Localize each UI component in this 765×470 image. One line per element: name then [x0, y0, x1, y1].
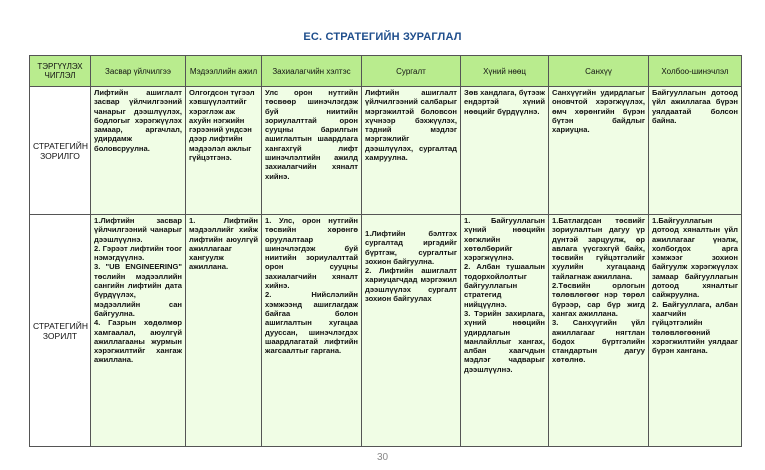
cell-text: Олгогдсон түгээл хэвшүүлэлтийг хэрэглэж аж ахуйн нэгжийн гэрээний ундсэн дээр лифтийн мэдээлэл ажлыг гүйцэтгэнэ.: [189, 88, 255, 163]
objective-cell-control-innovation: [649, 215, 742, 447]
cell-text: 2.Төсвийн орлогын төлөвлөгөөг нэр төрөл бүрээр, сар бүр жигд хангах ажиллана.: [552, 281, 645, 318]
document-title: ЕС. СТРАТЕГИЙН ЗУРАГЛАЛ: [303, 31, 462, 43]
cell-text: 2. Албан тушаалын тодорхойлолтыг байгууллагын стратегид нийцүүлнэ.: [464, 262, 545, 309]
objective-cell-information: [186, 215, 262, 447]
row-header-strategic-goal: СТРАТЕГИЙН ЗОРИЛГО: [30, 87, 91, 215]
page-number: 30: [376, 452, 389, 463]
objective-cell-finance: [549, 215, 649, 447]
cell-text: Лифтийн ашиглалт үйлчилгээний салбарыг мэргэжилтэй боловсон хүчнээр бэхжүүлэх, тэдний мэдлэг мэргэжлийг дээшлүүлэх, сургалтад хамруулна.: [365, 88, 457, 163]
cell-text: 1.Байгууллагын дотоод хяналтын үйл ажиллагааг үнэлж, холбогдох арга хэмжээг зохион байгуулж хэрэгжүүлэх замаар байгууллагын дотоод хяналтыг сайжруулна.: [652, 216, 738, 300]
strategy-map-table: [29, 55, 742, 447]
column-header-training: Сургалт: [362, 56, 461, 87]
cell-text: 2. Байгууллага, албан хаагчийн гүйцэтгэлийн төлөвлөгөөний хэрэгжилтийн уялдааг бүрэн хангана.: [652, 299, 738, 356]
objective-cell-training: [362, 215, 461, 447]
column-header-control-innovation: Холбоо-шинэчлэл: [649, 56, 742, 87]
cell-text: Улс орон нутгийн төсвөөр шинэчлэгдэж буй ниитийн зориулалттай орон сууцны барилгын ашиглалтын шаардлага хангахгүй лифт шинэчлэлтийн ажилд захиалагчийн хяналт хийнэ.: [265, 88, 358, 181]
cell-text: Зөв хандлага, бүтээж ендэртэй хүний нөөцийг бүрдүүлнэ.: [464, 88, 545, 116]
cell-text: 1. Байгууллагын хүний нөөцийн хөгжлийн хөтөлбөрийг хэрэгжүүлнэ.: [464, 216, 545, 263]
goal-cell-training: [362, 87, 461, 215]
column-header-finance: Санхүү: [549, 56, 649, 87]
column-header-client-department: Захиалагчийн хэлтэс: [262, 56, 362, 87]
column-header-human-resources: Хүний нөөц: [461, 56, 549, 87]
goal-cell-finance: [549, 87, 649, 215]
corner-header: ТЭРГҮҮЛЭХ ЧИГЛЭЛ: [30, 56, 91, 87]
table-row-objective: [30, 215, 742, 447]
cell-text: 4. Газрын хөдөлмөр хамгаалал, аюулгүй ажиллагааны журмын хэрэгжилтийг хангаж ажиллана.: [94, 318, 182, 365]
cell-text: Санхүүгийн удирдлагыг оновчтой хэрэгжүүлэх, өмч хөрөнгийн бүрэн бүтэн байдлыг хариуцна.: [552, 88, 645, 135]
cell-text: Байгууллагын дотоод үйл ажиллагаа бүрэн уялдаатай болсон байна.: [652, 88, 738, 125]
cell-text: 3. Санхүүгийн үйл ажиллагааг нягтлан бодох бүртгэлийн стандартын дагуу хөтөлнө.: [552, 318, 645, 365]
column-header-maintenance: Засвар үйлчилгээ: [91, 56, 186, 87]
cell-text: 3. "UB ENGINEERING" төслийн мэдээллийн сангийн лифтийн дата бүрдүүлэх, мэдээллийн сан байгуулна.: [94, 262, 182, 318]
row-header-strategic-objective: СТРАТЕГИЙН ЗОРИЛТ: [30, 215, 91, 447]
cell-text: 1.Лифтийн бэлтгэх сургалтад иргэдийг бүртгэж, сургалтыг зохион байгуулна.: [365, 229, 457, 266]
cell-text: 2. Гэрээт лифтийн тоог нэмэгдүүлнэ.: [94, 243, 182, 263]
goal-cell-human-resources: [461, 87, 549, 215]
table-row-goal: [30, 87, 742, 215]
objective-cell-maintenance: [91, 215, 186, 447]
cell-text: 2. Нийслэлийн хэмжээнд ашиглагдаж байгаа болон ашиглалтын хугацаа дууссан, шинэчлэгдэх шаардлагатай лифтийн жагсаалтыг гаргана.: [265, 290, 358, 356]
goal-cell-control-innovation: [649, 87, 742, 215]
objective-cell-human-resources: [461, 215, 549, 447]
header-row: [30, 56, 742, 87]
column-header-information: Мэдээллийн ажил: [186, 56, 262, 87]
cell-text: 2. Лифтийн ашиглалт хариуцагчдад мэргэжил дээшлүүлэх сургалт зохион байгуулах: [365, 266, 457, 304]
goal-cell-maintenance: [91, 87, 186, 215]
cell-text: 1.Лифтийн засвар үйлчилгээний чанарыг дээшлүүлнэ.: [94, 216, 182, 244]
cell-text: 1. Улс, орон нутгийн төсвийн хөрөнгө оруулалтаар шинэчлэгдэж буй ниитийн зориулалттай орон сууцны захиалагчийн хяналт хийнэ.: [265, 216, 358, 291]
goal-cell-client-department: [262, 87, 362, 215]
objective-cell-client-department: [262, 215, 362, 447]
goal-cell-information: [186, 87, 262, 215]
cell-text: Лифтийн ашиглалт засвар үйлчилгээний чанарыг дээшлүүлэх, бодлогыг хэрэгжүүлэх замаар, аргачлал, удирдамж боловсруулна.: [94, 88, 182, 153]
cell-text: 1. Лифтийн мэдээллийг хийж лифтийн аюулгүй ажиллагааг хангуулж ажиллана.: [189, 216, 258, 272]
cell-text: 1.Батлагдсан төсвийг зориулалтын дагуу үр дүнтэй зарцуулж, өр авлага үүсгэхгүй байх, төсвийн гүйцэтгэлийг хуулийн хугацаанд тайлагнаж ажиллана.: [552, 216, 645, 281]
cell-text: 3. Тэрийн захирлага, хүний нөөцийн удирдлагын манлайллыг хангах, албан хаагчдын мэдлэг чадварыг дээшлүүлнэ.: [464, 308, 545, 374]
